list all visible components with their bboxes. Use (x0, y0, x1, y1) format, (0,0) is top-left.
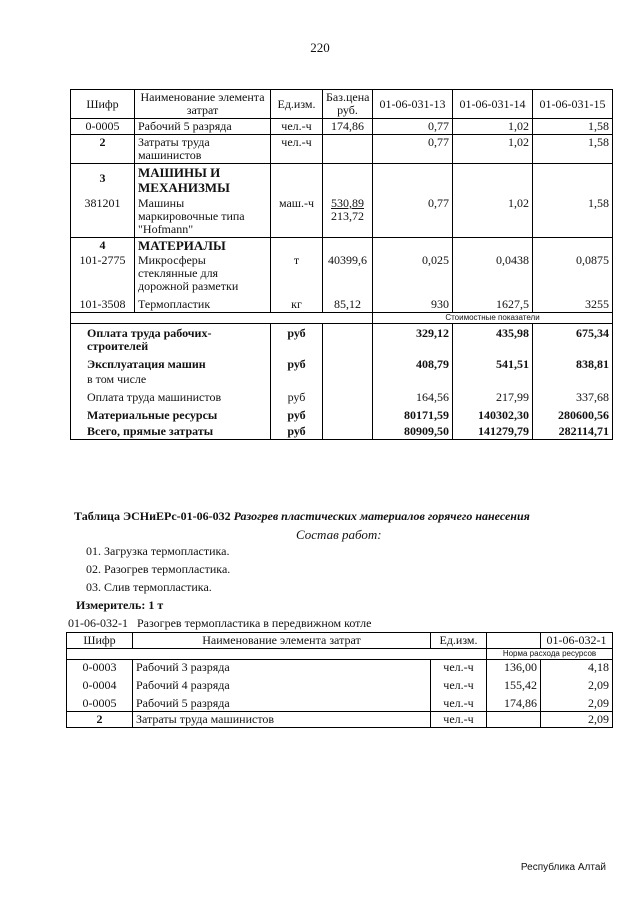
row-name: Рабочий 3 разряда (133, 660, 431, 676)
row-value: 0,025 (373, 253, 453, 294)
row-value: 2,09 (541, 675, 613, 693)
header-price: Баз.цена руб. (323, 90, 373, 119)
resource-table-031 (70, 89, 613, 440)
summary-value: 217,99 (453, 387, 533, 405)
summary-value: 838,81 (533, 354, 613, 372)
works-heading: Состав работ: (296, 527, 382, 542)
summary-name: Всего, прямые затраты (71, 423, 271, 440)
table-row (67, 660, 613, 676)
summary-value: 675,34 (533, 324, 613, 355)
row-value: 2,09 (541, 712, 613, 728)
summary-value: 280600,56 (533, 405, 613, 423)
summary-value: 80171,59 (373, 405, 453, 423)
summary-row (71, 387, 613, 405)
row-value: 1,02 (453, 119, 533, 135)
page-number: 220 (310, 40, 330, 55)
summary-value: 435,98 (453, 324, 533, 355)
table-row (67, 693, 613, 712)
summary-name: Материальные ресурсы (71, 405, 271, 423)
row-code: 0-0005 (71, 119, 135, 135)
price-second: 213,72 (331, 209, 364, 223)
row-unit: кг (271, 294, 323, 313)
row-price: 174,86 (487, 693, 541, 712)
row-code: 2 (67, 712, 133, 728)
row-value: 1,58 (533, 119, 613, 135)
section-number: 3 (71, 164, 135, 197)
header-code: Шифр (67, 633, 133, 649)
summary-value: 337,68 (533, 387, 613, 405)
cost-indicators-label: Стоимостные показатели (373, 313, 613, 324)
row-value: 1627,5 (453, 294, 533, 313)
summary-row (71, 405, 613, 423)
summary-name: Эксплуатация машин (71, 354, 271, 372)
summary-row (71, 354, 613, 372)
table-row (71, 294, 613, 313)
table-row (71, 119, 613, 135)
row-value: 0,77 (373, 119, 453, 135)
summary-value: 140302,30 (453, 405, 533, 423)
norm-label: Норма расхода ресурсов (487, 649, 613, 660)
operation-name: Разогрев термопластика в передвижном котле (137, 616, 372, 630)
section-number: 4 (71, 238, 135, 254)
row-price (323, 196, 373, 238)
row-name: Термопластик (135, 294, 271, 313)
row-unit: т (271, 253, 323, 294)
operation-line (68, 616, 371, 631)
row-value: 1,58 (533, 196, 613, 238)
summary-unit: руб (271, 387, 323, 405)
summary-value: 408,79 (373, 354, 453, 372)
summary-name: Оплата труда машинистов (71, 387, 271, 405)
row-price: 155,42 (487, 675, 541, 693)
row-code: 101-3508 (71, 294, 135, 313)
table-row (71, 253, 613, 294)
header-name: Наименование элемента затрат (133, 633, 431, 649)
table-row (71, 135, 613, 164)
work-item: 02. Разогрев термопластика. (86, 562, 231, 576)
row-value: 930 (373, 294, 453, 313)
row-unit: маш.-ч (271, 196, 323, 238)
header-code: Шифр (71, 90, 135, 119)
row-unit: чел.-ч (271, 119, 323, 135)
row-code: 0-0004 (67, 675, 133, 693)
row-value: 2,09 (541, 693, 613, 712)
price-underlined: 530,89 (331, 196, 364, 210)
header-col-1: 01-06-032-1 (541, 633, 613, 649)
summary-row (71, 423, 613, 440)
table-row (71, 196, 613, 238)
row-code: 0-0005 (67, 693, 133, 712)
row-name: Машины маркировочные типа "Hofmann" (135, 196, 271, 238)
cost-indicators-row (71, 313, 613, 324)
table-header-row (71, 90, 613, 119)
summary-unit: руб (271, 423, 323, 440)
row-value: 0,77 (373, 135, 453, 164)
summary-name: в том числе (71, 372, 271, 387)
summary-unit: руб (271, 354, 323, 372)
row-code: 381201 (71, 196, 135, 238)
summary-unit: руб (271, 324, 323, 355)
table-title (74, 509, 530, 524)
row-unit: чел.-ч (431, 712, 487, 728)
summary-value: 541,51 (453, 354, 533, 372)
summary-value: 329,12 (373, 324, 453, 355)
row-value: 3255 (533, 294, 613, 313)
row-price: 40399,6 (323, 253, 373, 294)
row-unit: чел.-ч (431, 660, 487, 676)
header-col-14: 01-06-031-14 (453, 90, 533, 119)
row-value: 4,18 (541, 660, 613, 676)
row-code: 101-2775 (71, 253, 135, 294)
row-unit: чел.-ч (431, 675, 487, 693)
section-row (71, 238, 613, 254)
header-name: Наименование элемента затрат (135, 90, 271, 119)
summary-value: 80909,50 (373, 423, 453, 440)
summary-name: Оплата труда рабочих-строителей (71, 324, 271, 355)
measure-unit: Измеритель: 1 т (76, 598, 164, 612)
row-unit: чел.-ч (431, 693, 487, 712)
summary-row (71, 372, 613, 387)
header-unit: Ед.изм. (271, 90, 323, 119)
footer-region: Республика Алтай (520, 862, 606, 873)
table-id: Таблица ЭСНиЕРс-01-06-032 (74, 509, 231, 523)
header-unit: Ед.изм. (431, 633, 487, 649)
row-price: 174,86 (323, 119, 373, 135)
table-row (67, 712, 613, 728)
table-caption: Разогрев пластических материалов горячего нанесения (233, 509, 530, 523)
row-value: 1,58 (533, 135, 613, 164)
section-title: МАТЕРИАЛЫ (135, 238, 271, 254)
header-col-15: 01-06-031-15 (533, 90, 613, 119)
table-row (67, 675, 613, 693)
summary-row (71, 324, 613, 355)
summary-value: 141279,79 (453, 423, 533, 440)
row-value: 0,77 (373, 196, 453, 238)
row-name: Рабочий 4 разряда (133, 675, 431, 693)
row-value: 1,02 (453, 135, 533, 164)
row-value: 0,0875 (533, 253, 613, 294)
row-name: Затраты труда машинистов (135, 135, 271, 164)
row-name: Микросферы стеклянные для дорожной разметки (135, 253, 271, 294)
row-price: 85,12 (323, 294, 373, 313)
row-name: Рабочий 5 разряда (135, 119, 271, 135)
summary-value: 282114,71 (533, 423, 613, 440)
row-price: 136,00 (487, 660, 541, 676)
row-value: 1,02 (453, 196, 533, 238)
section-title: МАШИНЫ И МЕХАНИЗМЫ (135, 164, 271, 197)
table-header-row (67, 633, 613, 649)
header-col-13: 01-06-031-13 (373, 90, 453, 119)
row-name: Рабочий 5 разряда (133, 693, 431, 712)
summary-value: 164,56 (373, 387, 453, 405)
row-unit: чел.-ч (271, 135, 323, 164)
resource-table-032 (66, 632, 613, 728)
row-code: 2 (71, 135, 135, 164)
row-name: Затраты труда машинистов (133, 712, 431, 728)
section-row (71, 164, 613, 197)
summary-unit: руб (271, 405, 323, 423)
norm-row (67, 649, 613, 660)
row-code: 0-0003 (67, 660, 133, 676)
row-value: 0,0438 (453, 253, 533, 294)
work-item: 01. Загрузка термопластика. (86, 544, 230, 558)
operation-code: 01-06-032-1 (68, 616, 128, 630)
work-item: 03. Слив термопластика. (86, 580, 212, 594)
